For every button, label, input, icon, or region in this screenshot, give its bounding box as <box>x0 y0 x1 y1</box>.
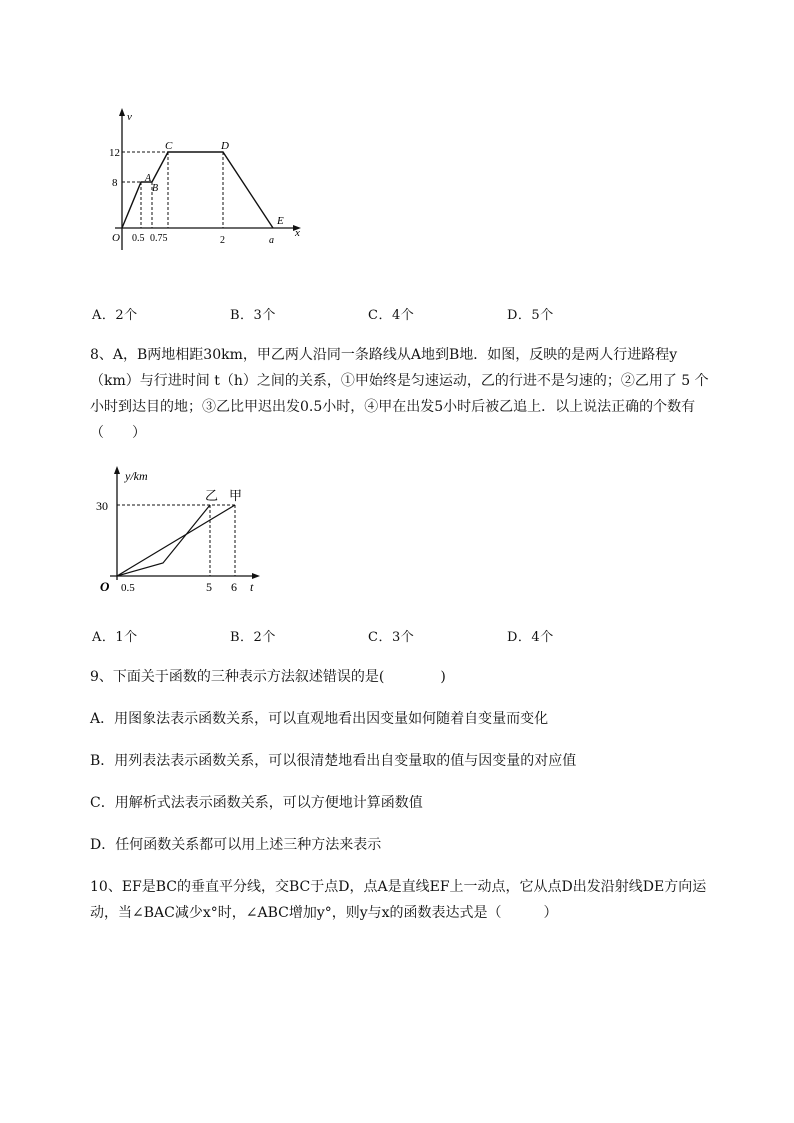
x-tick-a: a <box>269 235 274 246</box>
origin-label: O <box>100 579 110 594</box>
x-tick-0-5: 0.5 <box>121 582 135 594</box>
q9-option-a: A．用图象法表示函数关系，可以直观地看出因变量如何随着自变量而变化 <box>90 711 549 727</box>
x-tick-0-75: 0.75 <box>150 233 168 244</box>
q7-option-a: A．2个 <box>92 308 138 323</box>
speed-line <box>122 152 273 228</box>
q7-option-d: D．5个 <box>507 308 554 323</box>
x-axis-label: x <box>295 227 300 239</box>
q7-option-c: C．4个 <box>368 308 415 323</box>
point-e-label: E <box>277 215 284 227</box>
q9-option-b: B．用列表法表示函数关系，可以很清楚地看出自变量取的值与因变量的对应值 <box>90 753 577 769</box>
x-tick-6: 6 <box>231 580 237 594</box>
jia-label: 甲 <box>229 488 243 503</box>
y-axis-label: y/km <box>125 469 148 483</box>
y-tick-12: 12 <box>109 147 120 159</box>
q9-option-d: D．任何函数关系都可以用上述三种方法来表示 <box>90 837 382 853</box>
q8-line-4: （ ） <box>90 425 146 441</box>
q8-option-a: A．1个 <box>92 630 138 645</box>
q8-option-d: D．4个 <box>507 630 554 645</box>
x-tick-5: 5 <box>206 580 212 594</box>
distance-graph <box>90 460 290 600</box>
x-tick-2: 2 <box>220 235 225 246</box>
q8-line-3: 小时到达目的地；③乙比甲迟出发0.5小时，④甲在出发5小时后被乙追上．以上说法正确的个数有 <box>90 399 696 415</box>
x-axis-label: t <box>250 580 254 594</box>
yi-line <box>117 505 210 576</box>
speed-graph <box>105 100 310 260</box>
point-d-label: D <box>221 140 229 152</box>
q9-stem: 9、下面关于函数的三种表示方法叙述错误的是( ) <box>90 669 446 685</box>
y-axis-arrow <box>119 108 125 116</box>
origin-label: O <box>112 232 120 244</box>
q8-option-c: C．3个 <box>368 630 415 645</box>
jia-line <box>117 505 235 576</box>
q8-line-1: 8、A，B两地相距30km，甲乙两人沿同一条路线从A地到B地．如图，反映的是两人行进路程y <box>90 347 678 363</box>
y-axis-label: v <box>127 111 132 123</box>
point-c-label: C <box>165 140 173 152</box>
q8-option-b: B．2个 <box>230 630 276 645</box>
x-axis-arrow <box>252 573 260 579</box>
y-axis-arrow <box>114 466 120 474</box>
q9-option-c: C．用解析式法表示函数关系，可以方便地计算函数值 <box>90 795 423 811</box>
y-tick-8: 8 <box>112 177 118 189</box>
x-tick-0-5: 0.5 <box>132 233 145 244</box>
point-b-label: B <box>152 183 159 194</box>
point-a-label: A <box>145 173 152 184</box>
q7-option-b: B．3个 <box>230 308 276 323</box>
q10-line-2: 动，当∠BAC减少x°时，∠ABC增加y°，则y与x的函数表达式是（ ） <box>90 905 558 921</box>
q8-line-2: （km）与行进时间 t（h）之间的关系，①甲始终是匀速运动，乙的行进不是匀速的；②乙用了 5 个 <box>90 373 709 389</box>
q10-line-1: 10、EF是BC的垂直平分线，交BC于点D，点A是直线EF上一动点，它从点D出发沿射线DE方向运 <box>90 879 707 895</box>
yi-label: 乙 <box>205 488 219 503</box>
y-tick-30: 30 <box>96 499 108 513</box>
